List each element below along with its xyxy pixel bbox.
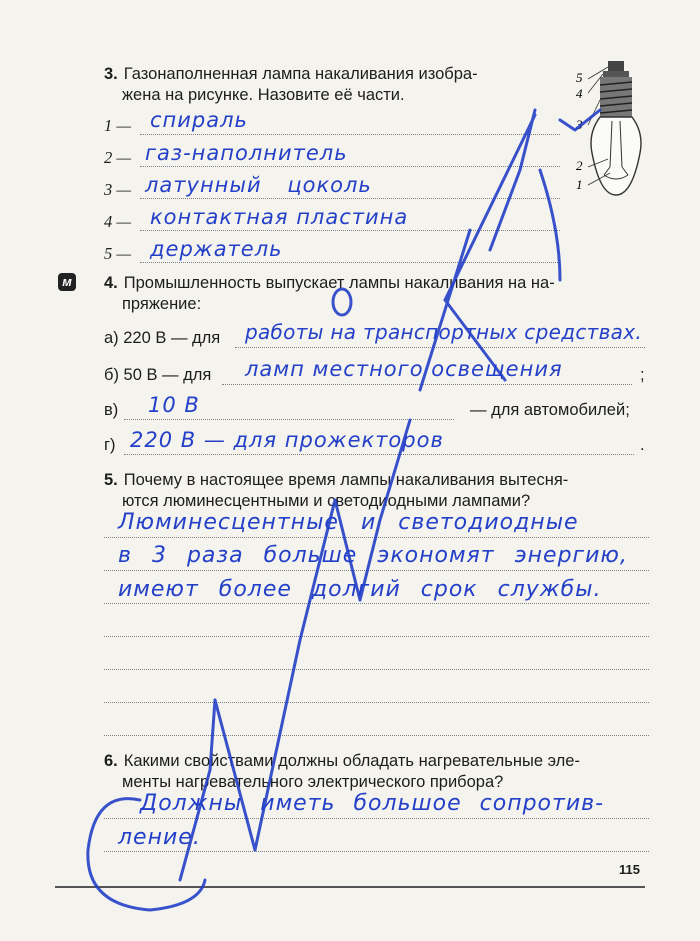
question-4-number: 4. (104, 274, 118, 292)
q4-c-label: в) (104, 401, 119, 419)
q5-line-5 (104, 669, 649, 670)
q5-line-4 (104, 636, 649, 637)
q4-d-answer: 220 В — для прожекторов (130, 428, 444, 452)
bulb-label-1: 1 (576, 177, 583, 192)
q6-line-1 (104, 818, 649, 819)
q3-row-3-answer: латунный цоколь (145, 173, 372, 197)
q4-a-line (235, 347, 645, 348)
question-3-number: 3. (104, 65, 118, 83)
q3-row-5-line (140, 262, 560, 263)
section-marker-icon: м (58, 273, 76, 291)
question-6-text-line1: Какими свойствами должны обладать нагревательные эле- (123, 752, 580, 770)
question-5-text-line2: ются люминесцентными и светодиодными лампами? (122, 492, 531, 510)
q4-b-answer: ламп местного освещения (245, 357, 563, 381)
q3-row-4-answer: контактная пластина (150, 205, 409, 229)
q6-answer-line-1: Должны иметь большое сопротив- (140, 791, 605, 816)
q3-row-4-line (140, 230, 560, 231)
q3-row-3-line (140, 198, 560, 199)
question-6-text-line2: менты нагревательного электрического прибора? (122, 773, 504, 791)
q5-line-7 (104, 735, 649, 736)
light-bulb-figure (570, 55, 665, 205)
q4-d-line (124, 454, 634, 455)
question-4-text-line2: пряжение: (122, 295, 202, 313)
question-4-text-line1: Промышленность выпускает лампы накаливания на на- (123, 274, 555, 292)
q3-row-3-label: 3 — (104, 180, 132, 199)
q4-c-answer: 10 В (148, 393, 200, 417)
q4-b-end: ; (640, 366, 645, 384)
question-3-text-line2: жена на рисунке. Назовите её части. (122, 86, 405, 104)
q3-row-2-label: 2 — (104, 148, 132, 167)
q3-row-4-label: 4 — (104, 212, 132, 231)
question-3-text-line1: Газонаполненная лампа накаливания изобра- (123, 65, 478, 83)
q3-row-1-answer: спираль (150, 108, 248, 132)
q4-c-line (124, 419, 454, 420)
question-5-text-line1: Почему в настоящее время лампы накаливания вытесня- (123, 471, 569, 489)
q5-line-6 (104, 702, 649, 703)
q3-row-2-answer: газ-наполнитель (145, 141, 348, 165)
bulb-label-5: 5 (576, 70, 583, 85)
question-3 (104, 64, 554, 106)
q3-row-1-label: 1 — (104, 116, 132, 135)
q3-row-1-line (140, 134, 560, 135)
q4-d-label: г) (104, 436, 116, 454)
q4-d-end: . (640, 436, 645, 454)
question-5 (104, 470, 644, 512)
bulb-label-2: 2 (576, 158, 583, 173)
q5-answer-line-2: в 3 раза больше экономят энергию, (118, 543, 628, 568)
q5-line-2 (104, 570, 649, 571)
q5-line-1 (104, 537, 649, 538)
q4-c-end: — для автомобилей; (470, 401, 630, 419)
bulb-label-3: 3 (576, 117, 583, 132)
bulb-label-4: 4 (576, 86, 583, 101)
q5-answer-line-1: Люминесцентные и светодиодные (118, 510, 579, 535)
q5-answer-line-3: имеют более долгий срок службы. (118, 577, 602, 602)
page-number: 115 (619, 862, 640, 877)
q5-line-3 (104, 603, 649, 604)
question-4 (104, 273, 644, 315)
question-6-number: 6. (104, 752, 118, 770)
q4-a-answer: работы на транспортных средствах. (245, 320, 643, 344)
q3-row-2-line (140, 166, 560, 167)
footer-rule (55, 886, 645, 888)
q3-row-5-answer: держатель (150, 237, 283, 261)
q6-line-2 (104, 851, 649, 852)
question-5-number: 5. (104, 471, 118, 489)
q4-a-label: а) 220 В — для (104, 329, 221, 347)
q4-b-label: б) 50 В — для (104, 366, 212, 384)
question-6 (104, 751, 644, 793)
q4-b-line (222, 384, 632, 385)
q6-answer-line-2: ление. (118, 825, 201, 850)
q3-row-5-label: 5 — (104, 244, 132, 263)
